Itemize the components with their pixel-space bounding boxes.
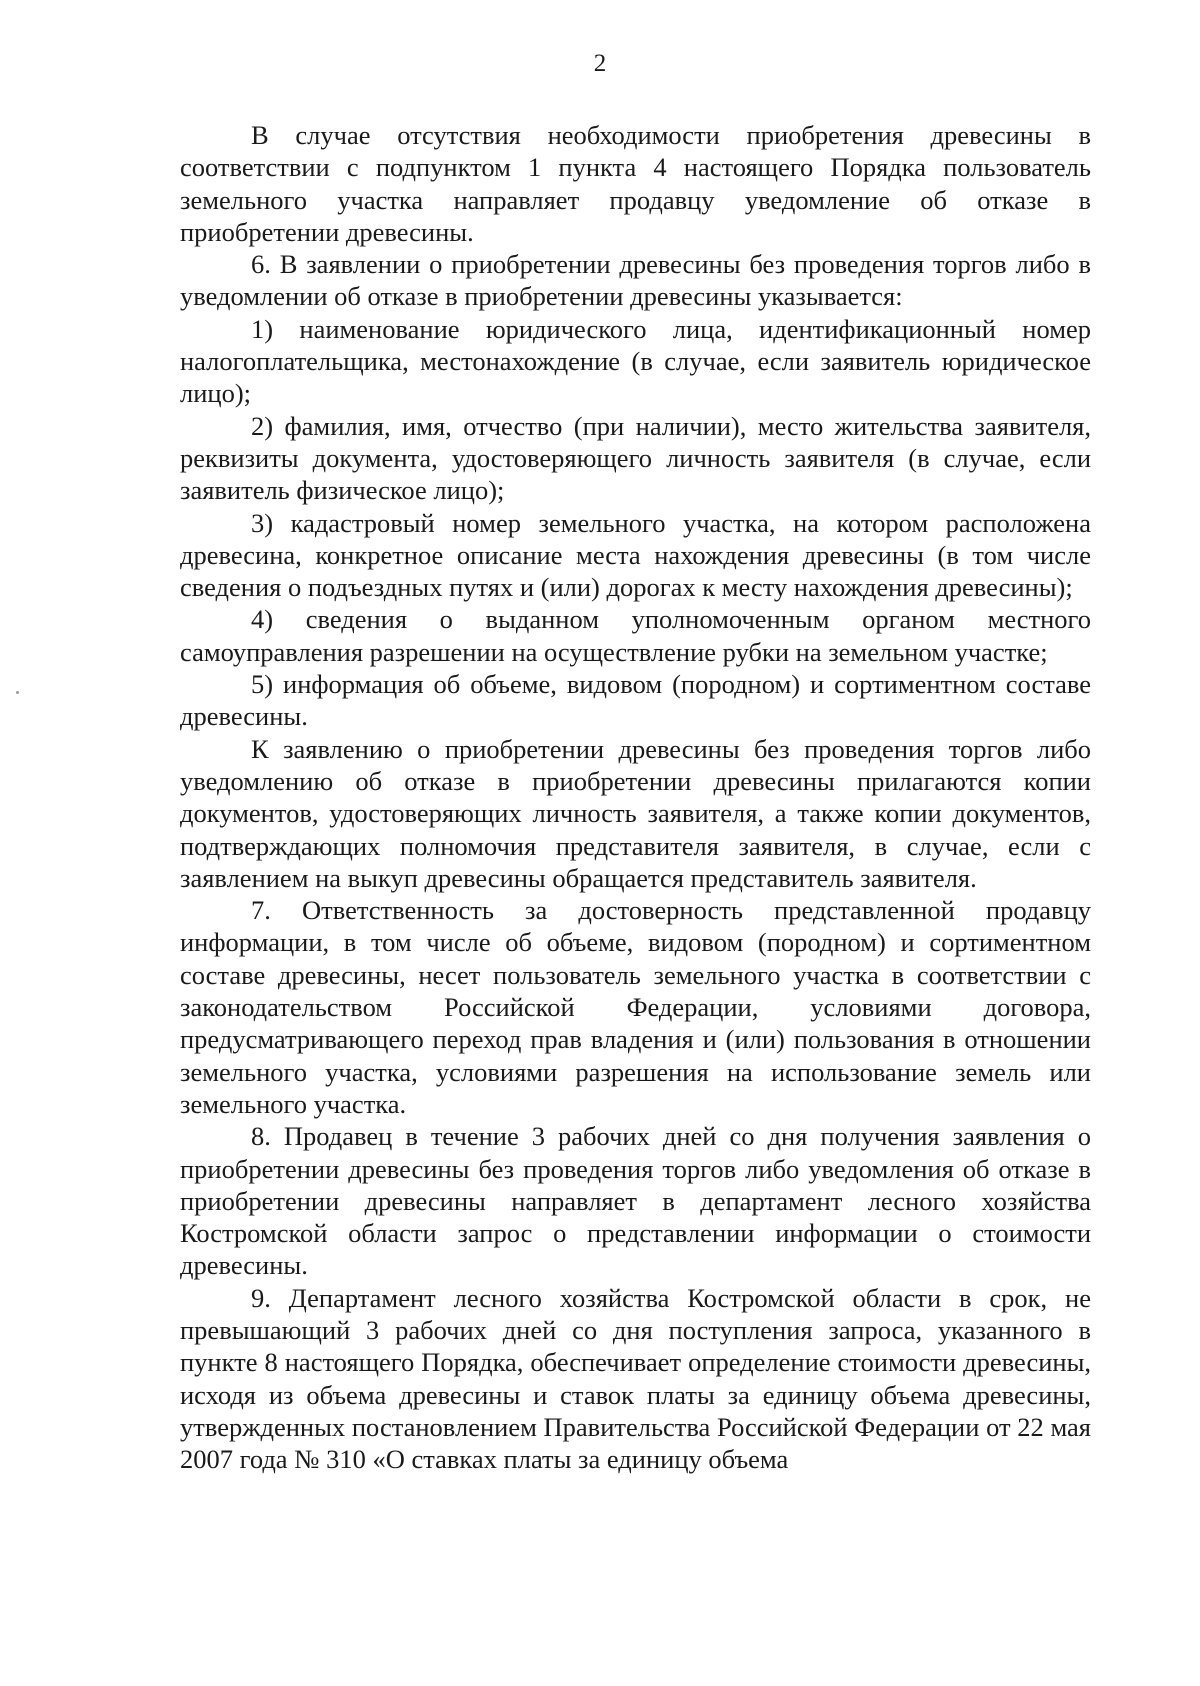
paragraph-item-6: 6. В заявлении о приобретении древесины без проведения торгов либо в уведомлении об отказе в приобретении древесины указывается:	[180, 249, 1091, 312]
paragraph-item-8: 8. Продавец в течение 3 рабочих дней со дня получения заявления о приобретении древесины без проведения торгов либо уведомления об отказе в приобретении древесины направляет в департамент лесного хозяйства Костромской области запрос о представлении информации о стоимости древесины.	[180, 1121, 1091, 1281]
paragraph-subitem-3: 3) кадастровый номер земельного участка, на котором расположена древесина, конкретное описание места нахождения древесины (в том числе сведения о подъездных путях и (или) дорогах к месту нахождения древесины);	[180, 507, 1091, 603]
paragraph-item-7: 7. Ответственность за достоверность представленной продавцу информации, в том числе об объеме, видовом (породном) и сортиментном составе древесины, несет пользователь земельного участка в соответствии с законодательством Российской Федерации, условиями договора, предусматривающего переход прав владения и (или) пользования в отношении земельного участка, условиями разрешения на использование земель или земельного участка.	[180, 895, 1091, 1119]
paragraph-subitem-5: 5) информация об объеме, видовом (породном) и сортиментном составе древесины.	[180, 669, 1091, 732]
paragraph-attachments: К заявлению о приобретении древесины без проведения торгов либо уведомлению об отказе в приобретении древесины прилагаются копии документов, удостоверяющих личность заявителя, а также копии документов, подтверждающих полномочия представителя заявителя, в случае, если с заявлением на выкуп древесины обращается представитель заявителя.	[180, 733, 1091, 893]
paragraph-subitem-1: 1) наименование юридического лица, идентификационный номер налогоплательщика, местонахождение (в случае, если заявитель юридическое лицо);	[180, 313, 1091, 409]
paragraph-refusal-notice: В случае отсутствия необходимости приобретения древесины в соответствии с подпунктом 1 пункта 4 настоящего Порядка пользователь земельного участка направляет продавцу уведомление об отказе в приобретении древесины.	[180, 120, 1091, 247]
paragraph-subitem-4: 4) сведения о выданном уполномоченным органом местного самоуправления разрешении на осуществление рубки на земельном участке;	[180, 604, 1091, 667]
document-body	[180, 119, 1091, 1475]
scan-speck	[16, 691, 19, 694]
page-number: 2	[593, 50, 607, 77]
paragraph-subitem-2: 2) фамилия, имя, отчество (при наличии), место жительства заявителя, реквизиты документа, удостоверяющего личность заявителя (в случае, если заявитель физическое лицо);	[180, 410, 1091, 506]
paragraph-item-9: 9. Департамент лесного хозяйства Костромской области в срок, не превышающий 3 рабочих дней со дня поступления запроса, указанного в пункте 8 настоящего Порядка, обеспечивает определение стоимости древесины, исходя из объема древесины и ставок платы за единицу объема древесины, утвержденных постановлением Правительства Российской Федерации от 22 мая 2007 года № 310 «О ставках платы за единицу объема	[180, 1282, 1091, 1475]
